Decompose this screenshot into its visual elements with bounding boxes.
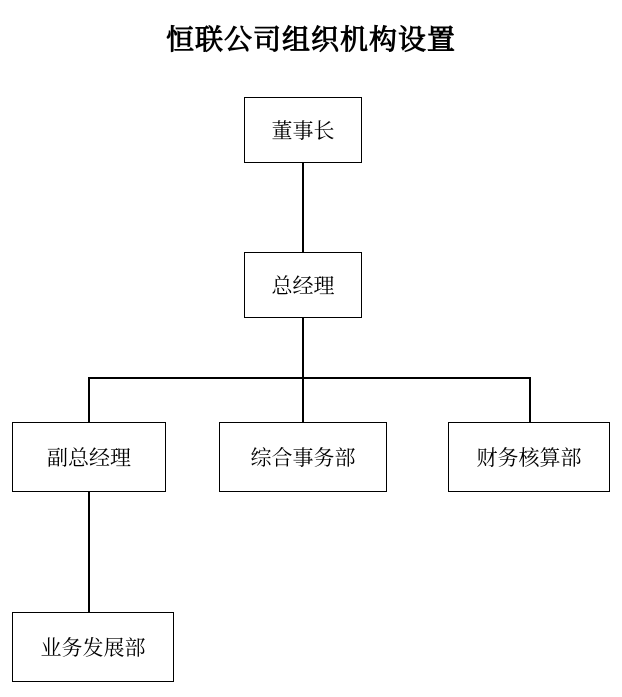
node-business-development-department[interactable] — [12, 612, 174, 682]
node-finance-accounting-department[interactable] — [448, 422, 610, 492]
edge-deputy-gm-to-business-dev — [88, 492, 90, 612]
node-general-affairs-department-label: 综合事务部 — [250, 446, 356, 470]
node-deputy-general-manager-label: 副总经理 — [47, 446, 131, 470]
page-title: 恒联公司组织机构设置 — [165, 25, 456, 56]
node-chairman[interactable] — [244, 97, 362, 163]
edge-level2-bus — [88, 377, 530, 379]
edge-bus-to-general-affairs — [302, 377, 304, 422]
edge-chairman-to-gm — [302, 163, 304, 252]
edge-bus-to-deputy-gm — [88, 377, 90, 422]
node-general-manager-label: 总经理 — [271, 274, 335, 298]
node-general-affairs-department[interactable] — [219, 422, 387, 492]
node-general-manager[interactable] — [244, 252, 362, 318]
node-deputy-general-manager[interactable] — [12, 422, 166, 492]
edge-bus-to-finance — [529, 377, 531, 422]
node-business-development-department-label: 业务发展部 — [40, 636, 146, 660]
edge-gm-stem — [302, 318, 304, 378]
node-chairman-label: 董事长 — [271, 119, 335, 143]
node-finance-accounting-department-label: 财务核算部 — [476, 446, 582, 470]
